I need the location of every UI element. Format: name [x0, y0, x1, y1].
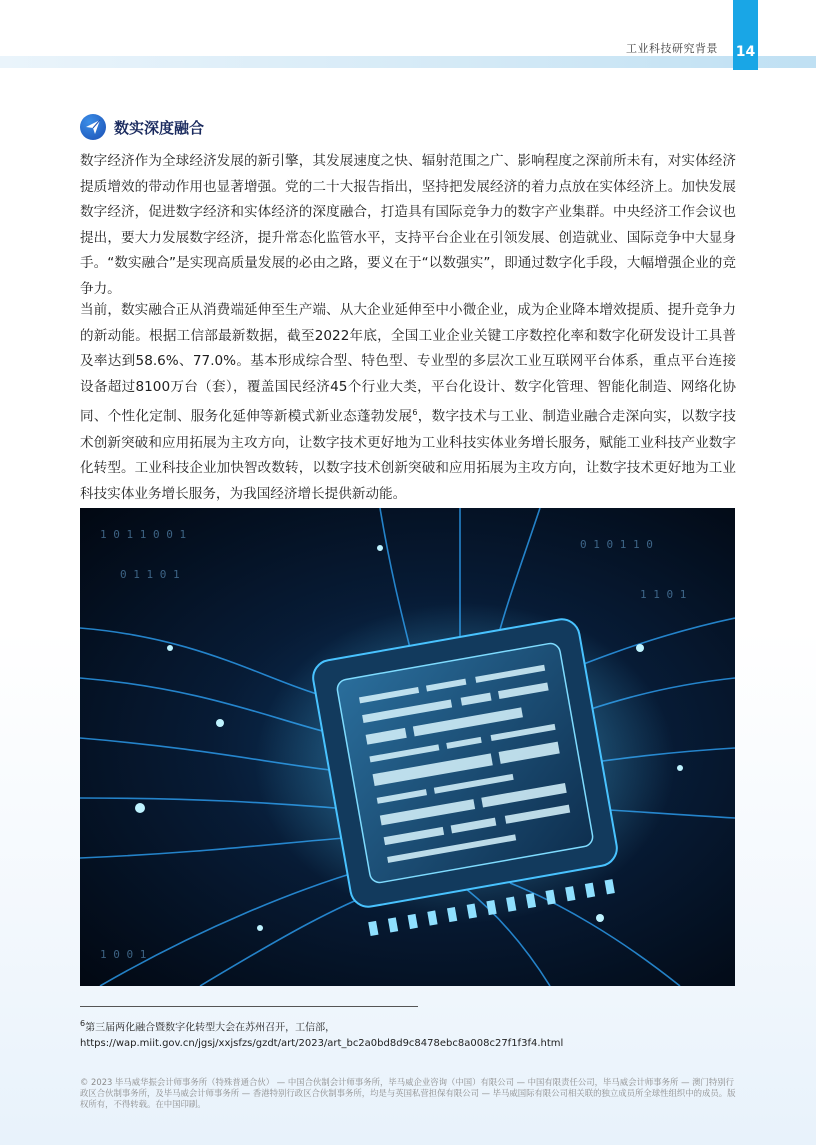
section-heading	[80, 114, 204, 140]
footnote-ref: 6	[412, 408, 418, 418]
circuit-chip-photo	[80, 508, 735, 986]
paragraph-2	[80, 298, 736, 507]
header-band	[0, 56, 816, 68]
page-number-tab	[733, 0, 758, 70]
footnote-number: 6	[80, 1019, 86, 1028]
paragraph-1: 数字经济作为全球经济发展的新引擎，其发展速度之快、辐射范围之广、影响程度之深前所未有，对实体经济提质增效的带动作用也显著增强。党的二十大报告指出，坚持把发展经济的着力点放在实体经济上。加快发展数字经济，促进数字经济和实体经济的深度融合，打造具有国际竞争力的数字产业集群。中央经济工作会议也提出，要大力发展数字经济，提升常态化监管水平，支持平台企业在引领发展、创造就业、国际竞争中大显身手。“数实融合”是实现高质量发展的必由之路，要义在于“以数强实”，即通过数字化手段，大幅增强企业的竞争力。	[80, 153, 736, 297]
paragraph-2-part-1: 当前，数实融合正从消费端延伸至生产端、从大企业延伸至中小微企业，成为企业降本增效提质、提升竞争力的新动能。根据工信部最新数据，截至2022年底，全国工业企业关键工序数控化率和数字化研发设计工具普及率达到58.6%、77.0%。基本形成综合型、特色型、专业型的多层次工业互联网平台体系，重点平台连接设备超过8100万台（套），覆盖国民经济45个行业大类，平台化设计、数字化管理、智能化制造、网络化协同、个性化定制、服务化延伸等新模式新业态蓬勃发展	[80, 302, 736, 425]
svg-text:1 0 1 1 0 0 1: 1 0 1 1 0 0 1	[100, 528, 187, 541]
footnote	[80, 1016, 740, 1052]
svg-text:0 1 1 0 1: 0 1 1 0 1	[120, 568, 180, 581]
svg-text:1 1 0 1: 1 1 0 1	[640, 588, 687, 601]
paper-plane-icon	[80, 114, 106, 140]
footnote-text: 第三届两化融合暨数字化转型大会在苏州召开，工信部，	[85, 1022, 336, 1034]
copyright-notice: © 2023 毕马威华振会计师事务所（特殊普通合伙） — 中国合伙制会计师事务所，毕马威企业咨询（中国）有限公司 — 中国有限责任公司，毕马威会计师事务所 — 澳门特别行政区合伙制事务所，及毕马威会计师事务所 — 香港特别行政区合伙制事务所，均是与英国私营担保有限公司 — 毕马威国际有限公司相关联的独立成员所全球性组织中的成员。版权所有，不得转载。在中国印刷。	[80, 1077, 736, 1109]
section-title: 数实深度融合	[114, 118, 205, 137]
page-number: 14	[735, 44, 756, 60]
svg-text:1 0 0 1: 1 0 0 1	[100, 948, 147, 961]
header-section-label: 工业科技研究背景	[626, 42, 718, 55]
footnote-url[interactable]: https://wap.miit.gov.cn/jgsj/xxjsfzs/gzdt/art/2023/art_bc2a0bd8d9c8478ebc8a008c27f1f3f4.html	[80, 1038, 564, 1050]
svg-text:0 1 0 1 1 0: 0 1 0 1 1 0	[580, 538, 653, 551]
paragraph-2-part-2: ，数字技术与工业、制造业融合走深向实，以数字技术创新突破和应用拓展为主攻方向，让数字技术更好地为工业科技实体业务增长服务，赋能工业科技产业数字化转型。工业科技企业加快智改数转，以数字技术创新突破和应用拓展为主攻方向，让数字技术更好地为工业科技实体业务增长服务，为我国经济增长提供新动能。	[80, 408, 737, 502]
chip-illustration	[80, 508, 735, 986]
footnote-divider	[80, 1006, 418, 1007]
